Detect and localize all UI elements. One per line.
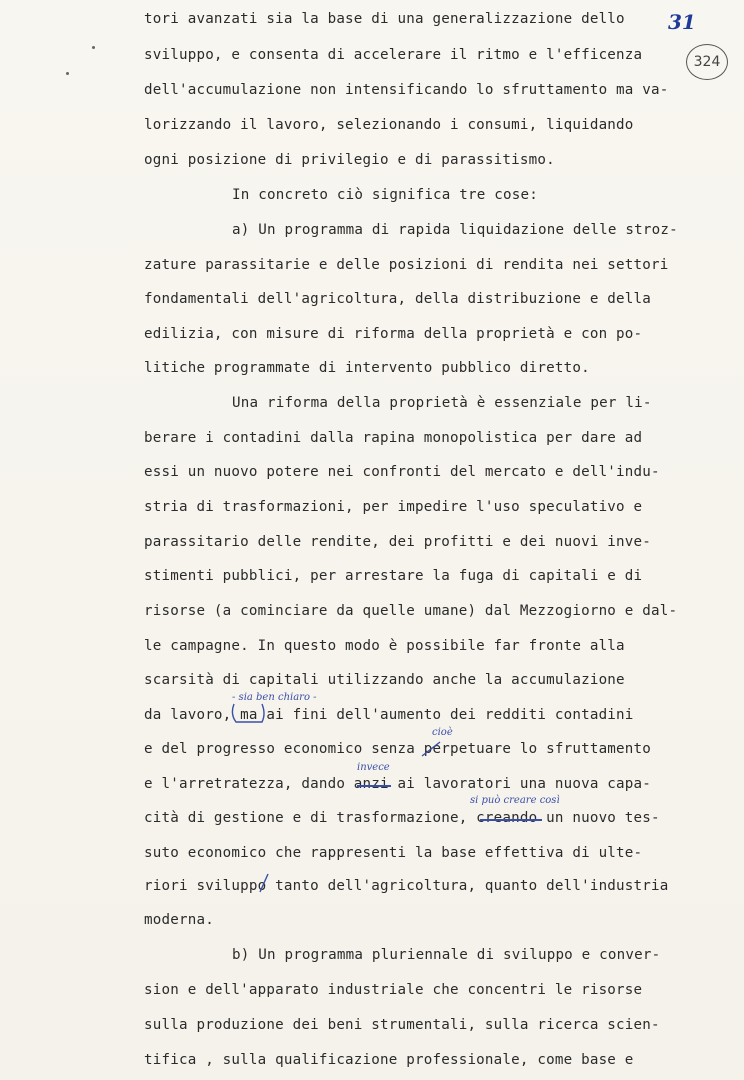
body-line: sion e dell'apparato industriale che concentri le risorse (144, 982, 643, 998)
margin-speck (92, 46, 95, 49)
body-line: e del progresso economico senza perpetuare lo sfruttamento (144, 741, 652, 757)
strikethrough-creando (480, 819, 542, 821)
body-line: riori sviluppo tanto dell'agricoltura, quanto dell'industria (144, 878, 669, 894)
body-line: suto economico che rappresenti la base effettiva di ulte- (144, 845, 643, 861)
insert-note-cioe: cioè (432, 727, 453, 738)
body-line: stimenti pubblici, per arrestare la fuga di capitali e di (144, 568, 643, 584)
body-line: berare i contadini dalla rapina monopolistica per dare ad (144, 430, 643, 446)
body-line: da lavoro, ma ai fini dell'aumento dei redditi contadini (144, 707, 634, 723)
body-line: moderna. (144, 912, 214, 928)
body-line: Una riforma della proprietà è essenziale per li- (232, 395, 652, 411)
body-line: b) Un programma pluriennale di sviluppo e conver- (232, 947, 661, 963)
insert-note-invece: invece (357, 762, 390, 773)
body-line: sulla produzione dei beni strumentali, sulla ricerca scien- (144, 1017, 660, 1033)
body-line: a) Un programma di rapida liquidazione delle stroz- (232, 222, 678, 238)
strikethrough-anzi (357, 785, 391, 787)
body-line: edilizia, con misure di riforma della proprietà e con po- (144, 326, 643, 342)
insertion-caret (420, 738, 444, 758)
body-line: stria di trasformazioni, per impedire l'uso speculativo e (144, 499, 643, 515)
body-line: sviluppo, e consenta di accelerare il ritmo e l'efficenza (144, 47, 643, 63)
body-line: risorse (a cominciare da quelle umane) dal Mezzogiorno e dal- (144, 603, 678, 619)
margin-note-sia-ben-chiaro: - sia ben chiaro - (232, 692, 317, 703)
body-line: e l'arretratezza, dando anzi ai lavoratori una nuova capa- (144, 776, 652, 792)
body-line: ogni posizione di privilegio e di parassitismo. (144, 152, 555, 168)
handwritten-page-number: 31 (668, 10, 696, 34)
body-line: tifica , sulla qualificazione professionale, come base e (144, 1052, 634, 1068)
body-line: le campagne. In questo modo è possibile far fronte alla (144, 638, 625, 654)
body-line: essi un nuovo potere nei confronti del mercato e dell'indu- (144, 464, 660, 480)
body-line: tori avanzati sia la base di una generalizzazione dello (144, 11, 625, 27)
body-line: In concreto ciò significa tre cose: (232, 187, 538, 203)
stamp-number: 324 (693, 54, 721, 70)
archive-stamp (686, 44, 728, 80)
correction-mark (258, 872, 270, 894)
body-line: fondamentali dell'agricoltura, della distribuzione e della (144, 291, 652, 307)
body-line: parassitario delle rendite, dei profitti e dei nuovi inve- (144, 534, 652, 550)
body-line: dell'accumulazione non intensificando lo sfruttamento ma va- (144, 82, 669, 98)
body-line: zature parassitarie e delle posizioni di rendita nei settori (144, 257, 669, 273)
body-line: scarsità di capitali utilizzando anche la accumulazione (144, 672, 625, 688)
body-line: litiche programmate di intervento pubblico diretto. (144, 360, 590, 376)
insert-note-si-puo-creare: si può creare così (470, 795, 560, 806)
body-line: lorizzando il lavoro, selezionando i consumi, liquidando (144, 117, 634, 133)
body-line: cità di gestione e di trasformazione, creando un nuovo tes- (144, 810, 660, 826)
bracket-mark (228, 700, 268, 726)
margin-speck (66, 72, 69, 75)
